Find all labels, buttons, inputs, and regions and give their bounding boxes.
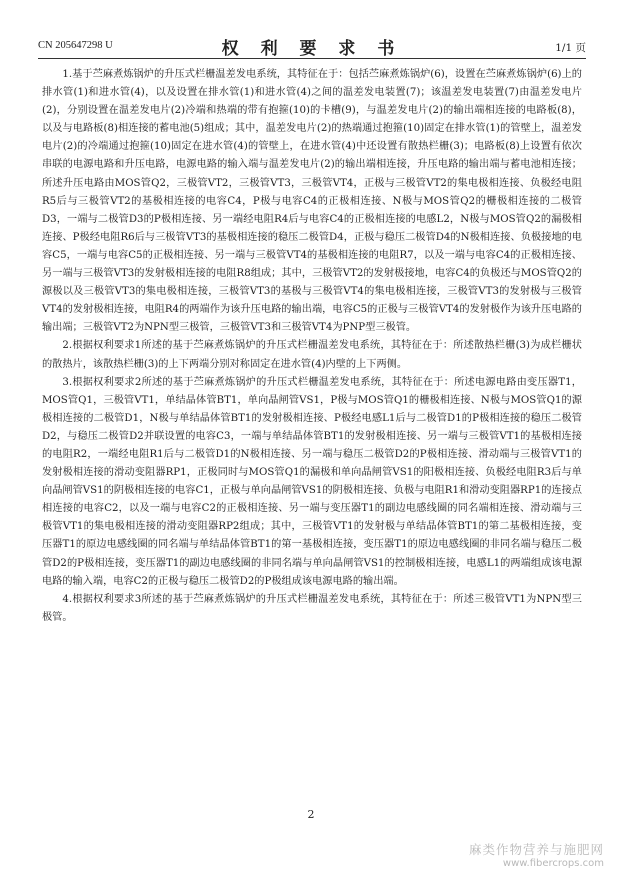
watermark-site-name: 麻类作物营养与施肥网: [468, 842, 604, 857]
claim-2: 2.根据权利要求1所述的基于苎麻煮炼锅炉的升压式栏栅温差发电系统，其特征在于：所述散热栏栅(3)为成栏栅状的散热片，该散热栏栅(3)的上下两端分别对称固定在进水管(4)内壁的上下两侧。: [42, 340, 582, 370]
document-title: 权 利 要 求 书: [221, 39, 403, 59]
claim-3: 3.根据权利要求2所述的基于苎麻煮炼锅炉的升压式栏栅温差发电系统，其特征在于：所述电源电路由变压器T1，MOS管Q1，三极管VT1，单结晶体管BT1，单向晶闸管VS1，P极与MOS管Q1的栅极相连接、N极与MOS管Q1的源极相连接的二极管D1，N极与单结晶体管BT1的发射极相连接、P极经电感L1后与二极管D1的P极相连接的稳压二极管D2，与稳压二极管D2并联设置的电容C3，一端与单结晶体管BT1的发射极相连接、另一端与三极管VT1的基极相连接的电阻R2，一端经电阻R1后与二极管D1的N极相连接、另一端与稳压二极管D2的P极相连接、滑动端与三极管VT1的发射极相连接的滑动变阻器RP1，正极同时与MOS管Q1的漏极和单向晶闸管VS1的阳极相连接、负极经电阻R3后与单向晶闸管VS1的阴极相连接的电容C1，正极与单向晶闸管VS1的阴极相连接、负极与电阻R1和滑动变阻器RP1的连接点相连接的电容C2，以及一端与电容C2的正极相连接、另一端与变压器T1的副边电感线圈的同名端相连接、滑动端与三极管VT1的集电极相连接的滑动变阻器RP2组成；其中，三极管VT1的发射极与单结晶体管BT1的第二基极相连接，变压器T1的原边电感线圈的同名端与单结晶体管BT1的第一基极相连接，变压器T1的原边电感线圈的非同名端与稳压二极管D2的P极相连接，变压器T1的副边电感线圈的非同名端与单向晶闸管VS1的控制极相连接，电感L1的两端组成该电源电路的输入端，电容C2的正极与稳压二极管D2的P极组成该电源电路的输出端。: [42, 376, 582, 587]
header-rule: [38, 58, 586, 59]
page-number: 2: [307, 808, 315, 821]
claims-body: [42, 66, 582, 627]
page-header: [38, 34, 586, 58]
patent-number: CN 205647298 U: [38, 40, 113, 51]
watermark-url: www.fibercrops.com: [502, 858, 604, 869]
claim-4: 4.根据权利要求3所述的基于苎麻煮炼锅炉的升压式栏栅温差发电系统，其特征在于：所述三极管VT1为NPN型三极管。: [42, 593, 582, 623]
claim-1: 1.基于苎麻煮炼锅炉的升压式栏栅温差发电系统，其特征在于：包括苎麻煮炼锅炉(6)，设置在苎麻煮炼锅炉(6)上的排水管(1)和进水管(4)，以及设置在排水管(1)和进水管(4)之间的温差发电装置(7)；该温差发电装置(7)由温差发电片(2)，分别设置在温差发电片(2)冷端和热端的带有抱箍(10)的卡槽(9)，与温差发电片(2)的输出端相连接的电路板(8)，以及与电路板(8)相连接的蓄电池(5)组成；其中，温差发电片(2)的热端通过抱箍(10)固定在排水管(1)的管壁上，温差发电片(2)的冷端通过抱箍(10)固定在进水管(4)的管壁上，在进水管(4)中还设置有散热栏栅(3)；电路板(8)上设置有依次串联的电源电路和升压电路，电源电路的输入端与温差发电片(2)的输出端相连接，升压电路的输出端与蓄电池相连接；所述升压电路由MOS管Q2，三极管VT2，三极管VT3，三极管VT4，正极与三极管VT2的集电极相连接、负极经电阻R5后与三极管VT2的基极相连接的电容C4，P极与电容C4的正极相连接、N极与MOS管Q2的栅极相连接的二极管D3，一端与二极管D3的P极相连接、另一端经电阻R4后与电容C4的正极相连接的电感L2，N极与MOS管Q2的漏极相连接、P极经电阻R6后与三极管VT3的基极相连接的稳压二极管D4，正极与稳压二极管D4的N极相连接、负极接地的电容C5，一端与电容C5的正极相连接、另一端与三极管VT4的基极相连接的电阻R7，以及一端与电容C4的正极相连接、另一端与三极管VT3的发射极相连接的电阻R8组成；其中，三极管VT2的发射极接地，电容C4的负极还与MOS管Q2的源极以及三极管VT3的集电极相连接，三极管VT3的基极与三极管VT4的集电极相连接，三极管VT3的发射极与三极管VT4的发射极相连接，电阻R4的两端作为该升压电路的输出端，电容C5的正极与三极管VT4的发射极作为该升压电路的输出端；三极管VT2为NPN型三极管，三极管VT3和三极管VT4为PNP型三极管。: [42, 69, 582, 334]
page-indicator: 1/1 页: [555, 42, 586, 54]
watermark: [469, 840, 604, 869]
